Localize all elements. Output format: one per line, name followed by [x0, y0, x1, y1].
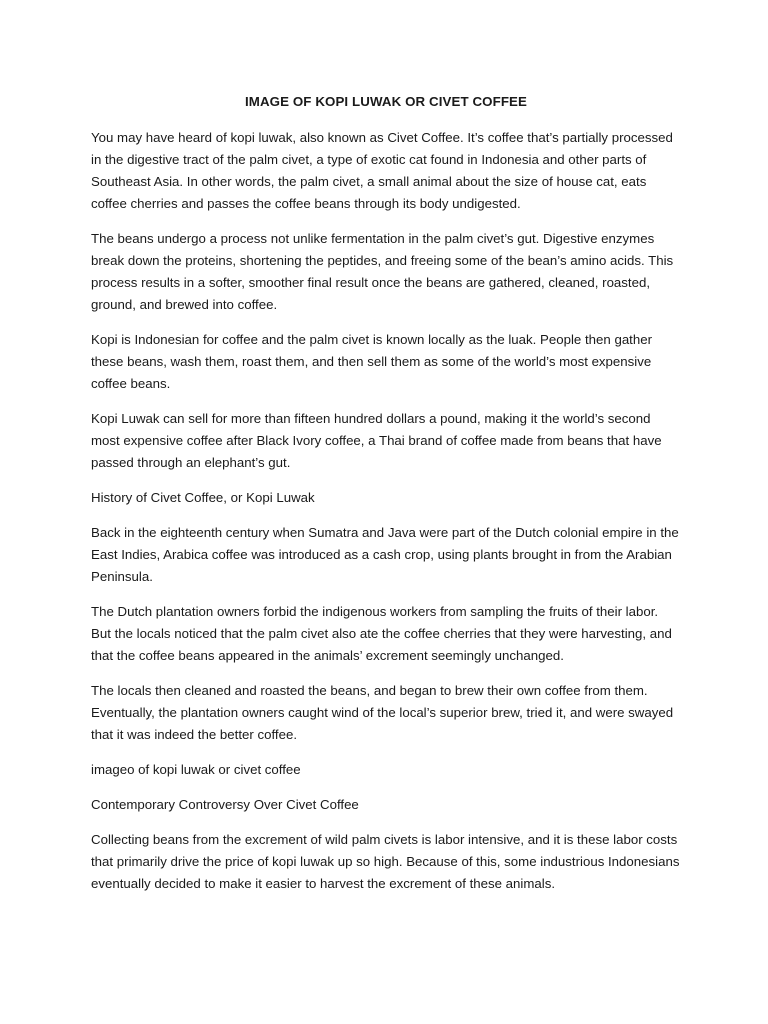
- paragraph-controversy: Collecting beans from the excrement of wild palm civets is labor intensive, and it is these labor costs that primarily drive the price of kopi luwak up so high. Because of this, some industrious Indonesians eventually decided to make it easier to harvest the excrement of these animals.: [91, 832, 680, 891]
- paragraph-price: Kopi Luwak can sell for more than fifteen hundred dollars a pound, making it the world’s second most expensive coffee after Black Ivory coffee, a Thai brand of coffee made from beans that have passed through an elephant’s gut.: [91, 411, 662, 470]
- section-heading-controversy: Contemporary Controversy Over Civet Coffee: [91, 797, 359, 812]
- section-heading-history: History of Civet Coffee, or Kopi Luwak: [91, 490, 315, 505]
- paragraph-history: Back in the eighteenth century when Sumatra and Java were part of the Dutch colonial empire in the East Indies, Arabica coffee was introduced as a cash crop, using plants brought in from the Arabian Peninsula.: [91, 525, 679, 584]
- image-caption: imageo of kopi luwak or civet coffee: [91, 762, 301, 777]
- paragraph-fermentation: The beans undergo a process not unlike fermentation in the palm civet’s gut. Digestive enzymes break down the proteins, shortening the peptides, and freeing some of the bean’s amino acids. This process results in a softer, smoother final result once the beans are gathered, cleaned, roasted, ground, and brewed into coffee.: [91, 231, 674, 312]
- document-title: IMAGE OF KOPI LUWAK OR CIVET COFFEE: [244, 94, 527, 109]
- paragraph-kopi-meaning: Kopi is Indonesian for coffee and the palm civet is known locally as the luak. People then gather these beans, wash them, roast them, and then sell them as some of the world’s most expensive coffee beans.: [91, 332, 653, 391]
- paragraph-plantation: The Dutch plantation owners forbid the indigenous workers from sampling the fruits of their labor. But the locals noticed that the palm civet also ate the coffee cherries that they were harvesting, and that the coffee beans appeared in the animals’ excrement seemingly unchanged.: [91, 604, 672, 663]
- paragraph-intro: You may have heard of kopi luwak, also known as Civet Coffee. It’s coffee that’s partially processed in the digestive tract of the palm civet, a type of exotic cat found in Indonesia and other parts of Southeast Asia. In other words, the palm civet, a small animal about the size of house cat, eats coffee cherries and passes the coffee beans through its body undigested.: [91, 130, 673, 211]
- paragraph-locals: The locals then cleaned and roasted the beans, and began to brew their own coffee from them. Eventually, the plantation owners caught wind of the local’s superior brew, tried it, and were swayed that it was indeed the better coffee.: [91, 683, 674, 742]
- document-body: [91, 93, 681, 908]
